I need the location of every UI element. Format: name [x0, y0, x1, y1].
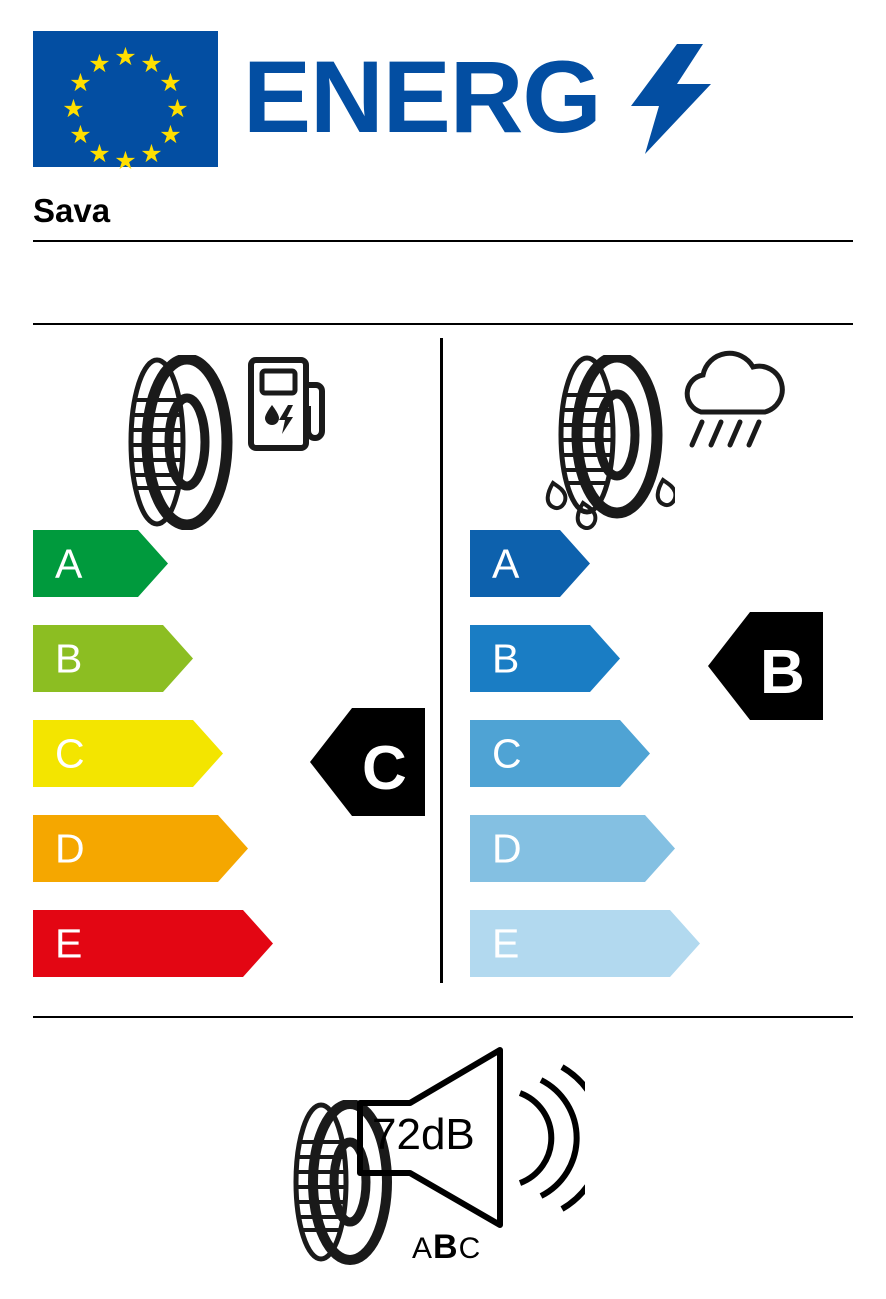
wet-grip-grade-label: C — [492, 730, 522, 776]
lightning-bolt-icon — [631, 44, 711, 154]
fuel-selected-grade-label: C — [362, 734, 407, 803]
divider-vertical — [440, 338, 443, 983]
flag-star: ★ — [88, 50, 111, 78]
flag-star: ★ — [114, 43, 137, 71]
divider-noise — [33, 1016, 853, 1018]
fuel-grade-E — [33, 910, 308, 977]
divider-brand — [33, 240, 853, 242]
flag-star: ★ — [88, 140, 111, 168]
flag-star: ★ — [114, 147, 137, 175]
wet-grip-grade-label: A — [492, 540, 520, 586]
noise-value: 72dB — [372, 1110, 475, 1159]
rain-cloud-icon — [676, 350, 791, 470]
flag-star: ★ — [140, 50, 163, 78]
flag-star: ★ — [62, 95, 85, 123]
noise-class-b-selected: B — [433, 1228, 459, 1266]
wet-grip-grade-C — [470, 720, 670, 787]
fuel-grade-label: A — [55, 540, 83, 586]
fuel-grade-C — [33, 720, 248, 787]
flag-star: ★ — [159, 121, 182, 149]
tyre-icon — [125, 355, 245, 530]
energy-wordmark: ENERG — [243, 40, 601, 154]
fuel-grade-label: D — [55, 825, 85, 871]
divider-top-section — [33, 323, 853, 325]
flag-star: ★ — [140, 140, 163, 168]
flag-star: ★ — [69, 121, 92, 149]
wet-grip-grade-label: D — [492, 825, 522, 871]
fuel-selected-grade — [310, 708, 425, 816]
noise-class-a: A — [412, 1232, 434, 1265]
wet-grip-grade-A — [470, 530, 610, 597]
wet-grip-grade-label: B — [492, 635, 520, 681]
flag-star: ★ — [69, 69, 92, 97]
noise-class-group — [412, 1228, 481, 1267]
wet-grip-grade-E — [470, 910, 730, 977]
wet-grip-selected-grade-label: B — [760, 638, 805, 707]
fuel-grade-A — [33, 530, 193, 597]
noise-class-c: C — [458, 1232, 482, 1265]
eu-flag-icon — [33, 31, 218, 175]
fuel-grade-label: B — [55, 635, 83, 681]
wet-grip-selected-grade — [708, 612, 823, 720]
wet-grip-grade-B — [470, 625, 640, 692]
fuel-grade-label: C — [55, 730, 85, 776]
flag-star: ★ — [159, 69, 182, 97]
tyre-icon — [545, 355, 675, 530]
wet-grip-grade-label: E — [492, 920, 520, 966]
flag-star: ★ — [166, 95, 189, 123]
brand-name: Sava — [33, 192, 111, 229]
fuel-grade-B — [33, 625, 218, 692]
fuel-pump-icon — [248, 355, 328, 455]
fuel-grade-D — [33, 815, 278, 882]
wet-grip-grade-D — [470, 815, 700, 882]
fuel-grade-label: E — [55, 920, 83, 966]
